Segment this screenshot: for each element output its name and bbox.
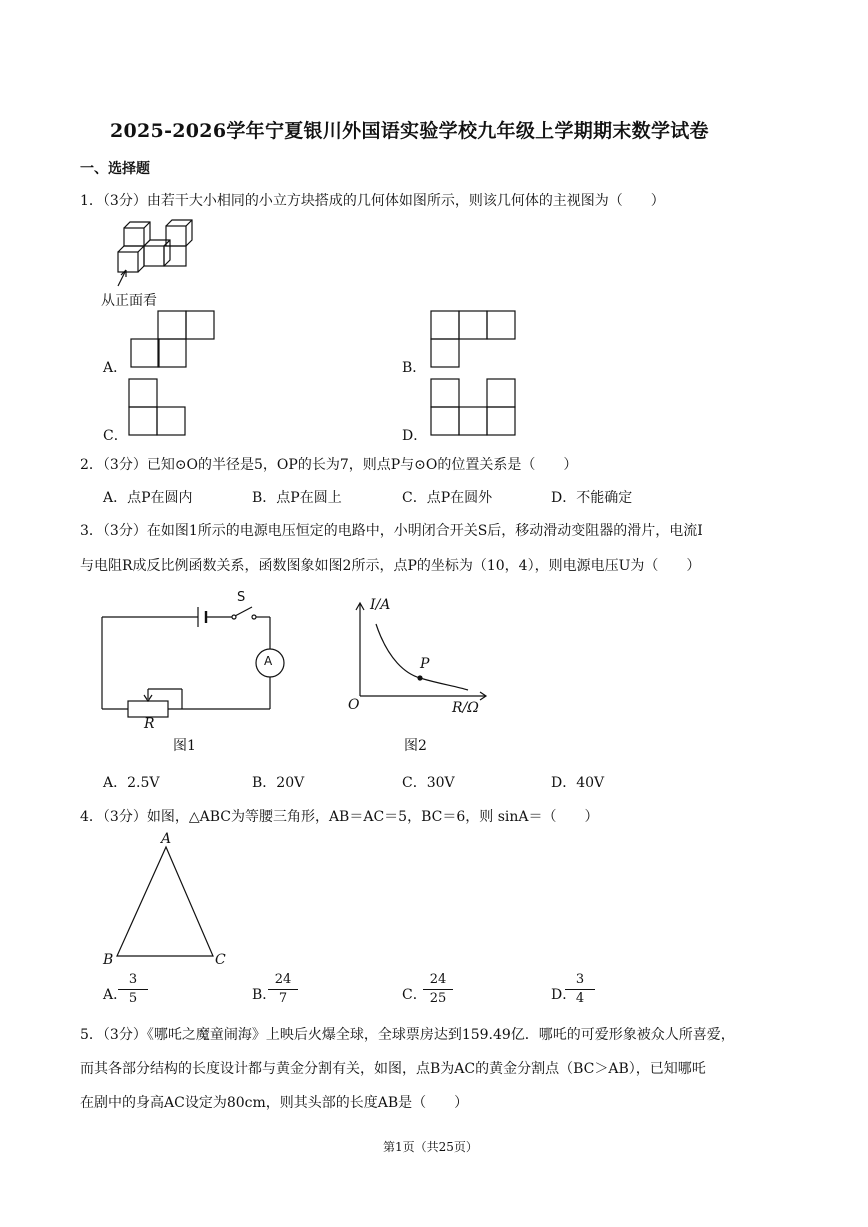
question-5-line1: 5．（3分）《哪吒之魔童闹海》上映后火爆全球，全球票房达到159.49亿．哪吒的可爱形象被众人所喜爱，: [80, 1027, 735, 1043]
q1-option-c-figure[interactable]: [128, 378, 186, 436]
cube-solid-figure: [110, 218, 200, 298]
question-5-line2: 而其各部分结构的长度设计都与黄金分割有关，如图，点B为AC的黄金分割点（BC＞AB），已知哪吒: [80, 1061, 706, 1077]
fraction-denominator: 5: [128, 991, 138, 1006]
q4-option-b-label[interactable]: B．: [252, 987, 277, 1003]
fraction-denominator: 25: [429, 991, 447, 1006]
q3-option-d[interactable]: D．40V: [551, 775, 605, 791]
figure-1-caption: 图1: [173, 738, 196, 754]
q3-option-b[interactable]: B．20V: [252, 775, 305, 791]
circuit-diagram: [100, 595, 290, 735]
q1-option-d-label[interactable]: D．: [402, 428, 428, 444]
vertex-b-label: B: [103, 952, 114, 968]
question-3-stem-line1: 3．（3分）在如图1所示的电源电压恒定的电路中，小明闭合开关S后，移动滑动变阻器的滑片，电流I: [80, 523, 703, 539]
fraction-numerator: 3: [575, 972, 585, 987]
q3-option-c[interactable]: C．30V: [402, 775, 455, 791]
inverse-function-graph: [340, 600, 490, 710]
isosceles-triangle-figure: [100, 840, 230, 965]
q1-option-a-label[interactable]: A．: [103, 360, 128, 376]
question-5-line3: 在剧中的身高AC设定为80cm，则其头部的长度AB是（ ）: [80, 1095, 469, 1111]
q4-option-b-fraction[interactable]: [268, 972, 298, 1007]
q4-option-a-label[interactable]: A．: [103, 987, 128, 1003]
page-footer: 第1页（共25页）: [383, 1140, 478, 1154]
view-direction-label: 从正面看: [101, 293, 157, 309]
graph-point-label: P: [420, 656, 430, 672]
q4-option-c-fraction[interactable]: [423, 972, 453, 1007]
figure-2-caption: 图2: [404, 738, 427, 754]
q2-option-b[interactable]: B．点P在圆上: [252, 490, 342, 506]
question-4-stem: 4．（3分）如图，△ABC为等腰三角形，AB＝AC＝5，BC＝6，则 sinA＝（ ）: [80, 809, 599, 825]
q1-option-b-figure[interactable]: [430, 310, 516, 368]
question-2-stem: 2．（3分）已知⊙O的半径是5，OP的长为7，则点P与⊙O的位置关系是（ ）: [80, 457, 578, 473]
switch-label: S: [237, 590, 246, 605]
q2-option-c[interactable]: C．点P在圆外: [402, 490, 493, 506]
q4-option-c-label[interactable]: C．: [402, 987, 427, 1003]
q4-option-a-fraction[interactable]: [118, 972, 148, 1007]
graph-y-axis-label: I/A: [370, 597, 391, 613]
q3-option-a[interactable]: A．2.5V: [103, 775, 160, 791]
q1-option-b-label[interactable]: B．: [402, 360, 427, 376]
fraction-numerator: 24: [274, 972, 292, 987]
q2-option-d[interactable]: D．不能确定: [551, 490, 633, 506]
graph-x-axis-label: R/Ω: [452, 700, 479, 716]
graph-origin-label: O: [348, 697, 360, 713]
section-heading: 一、选择题: [80, 161, 150, 177]
q4-option-d-fraction[interactable]: [565, 972, 595, 1007]
resistor-label: R: [144, 716, 155, 732]
fraction-denominator: 7: [278, 991, 288, 1006]
fraction-numerator: 3: [128, 972, 138, 987]
page-title: 2025-2026学年宁夏银川外国语实验学校九年级上学期期末数学试卷: [110, 120, 709, 142]
question-3-stem-line2: 与电阻R成反比例函数关系，函数图象如图2所示，点P的坐标为（10，4），则电源电压U为（ ）: [80, 558, 701, 574]
ammeter-label: A: [264, 654, 273, 668]
fraction-denominator: 4: [575, 991, 585, 1006]
q4-option-d-label[interactable]: D．: [551, 987, 577, 1003]
q2-option-a[interactable]: A．点P在圆内: [103, 490, 193, 506]
q1-option-a-figure[interactable]: [130, 310, 216, 368]
q1-option-d-figure[interactable]: [430, 378, 516, 436]
question-1-stem: 1．（3分）由若干大小相同的小立方块搭成的几何体如图所示，则该几何体的主视图为（ ）: [80, 193, 665, 209]
fraction-numerator: 24: [429, 972, 447, 987]
vertex-c-label: C: [215, 952, 226, 968]
q1-option-c-label[interactable]: C．: [103, 428, 128, 444]
vertex-a-label: A: [161, 831, 172, 847]
